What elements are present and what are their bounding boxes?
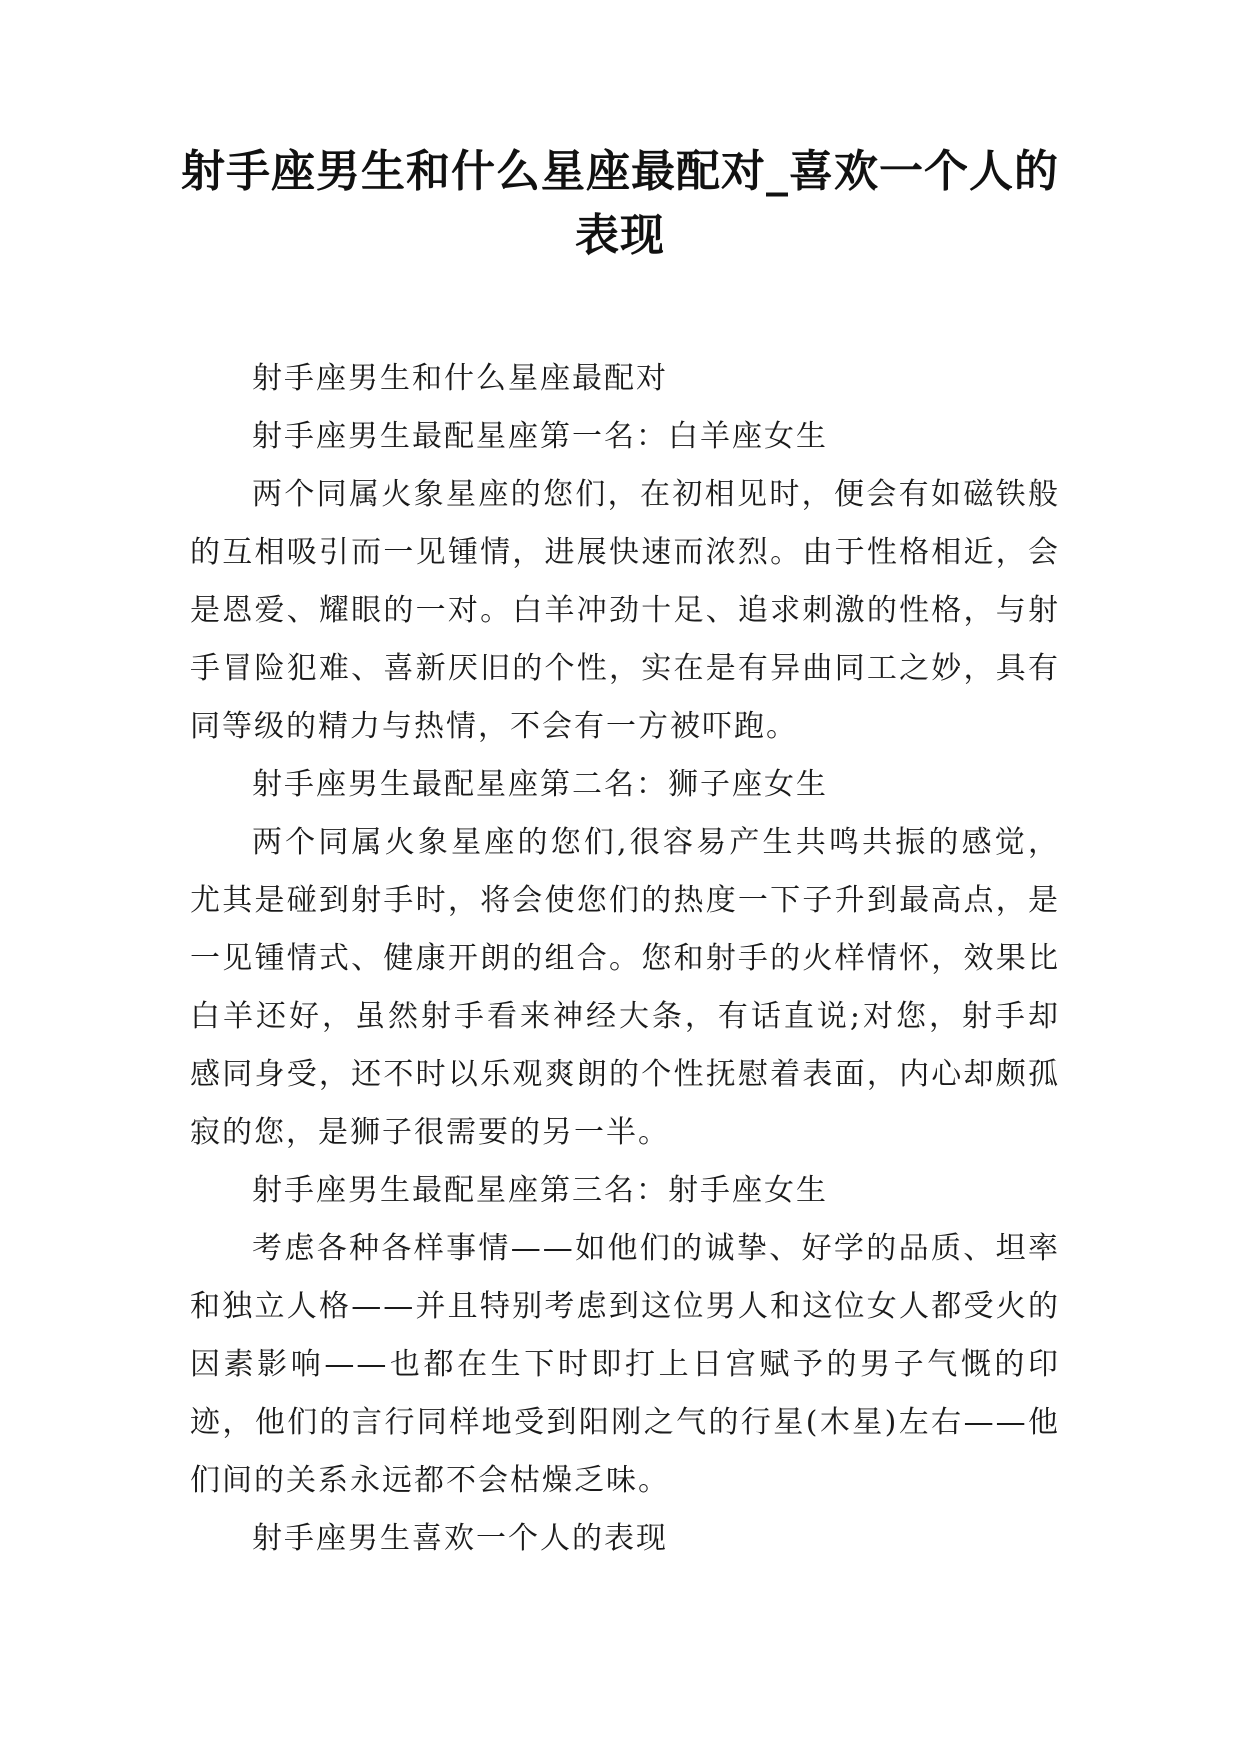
body-paragraph: 两个同属火象星座的您们，在初相见时，便会有如磁铁般的互相吸引而一见锺情，进展快速而浓烈。由于性格相近，会是恩爱、耀眼的一对。白羊冲劲十足、追求刺激的性格，与射手冒险犯难、喜新厌旧的个性，实在是有异曲同工之妙，具有同等级的精力与热情，不会有一方被吓跑。 [190, 477, 1060, 744]
section-heading: 射手座男生最配星座第一名：白羊座女生 [252, 419, 828, 454]
section-heading: 射手座男生喜欢一个人的表现 [252, 1521, 668, 1556]
document-title: 射手座男生和什么星座最配对_喜欢一个人的表现 [181, 146, 1059, 261]
body-paragraph: 两个同属火象星座的您们,很容易产生共鸣共振的感觉，尤其是碰到射手时，将会使您们的热度一下子升到最高点，是一见锺情式、健康开朗的组合。您和射手的火样情怀，效果比白羊还好，虽然射手看来神经大条，有话直说;对您，射手却感同身受，还不时以乐观爽朗的个性抚慰着表面，内心却颇孤寂的您，是狮子很需要的另一半。 [190, 825, 1060, 1150]
section-heading: 射手座男生最配星座第二名：狮子座女生 [252, 767, 828, 802]
section-heading: 射手座男生和什么星座最配对 [252, 361, 668, 396]
body-paragraph: 考虑各种各样事情——如他们的诚挚、好学的品质、坦率和独立人格——并且特别考虑到这位男人和这位女人都受火的因素影响——也都在生下时即打上日宫赋予的男子气慨的印迹，他们的言行同样地受到阳刚之气的行星(木星)左右——他们间的关系永远都不会枯燥乏味。 [190, 1231, 1060, 1498]
section-heading: 射手座男生最配星座第三名：射手座女生 [252, 1173, 828, 1208]
document-body [190, 350, 1060, 1568]
